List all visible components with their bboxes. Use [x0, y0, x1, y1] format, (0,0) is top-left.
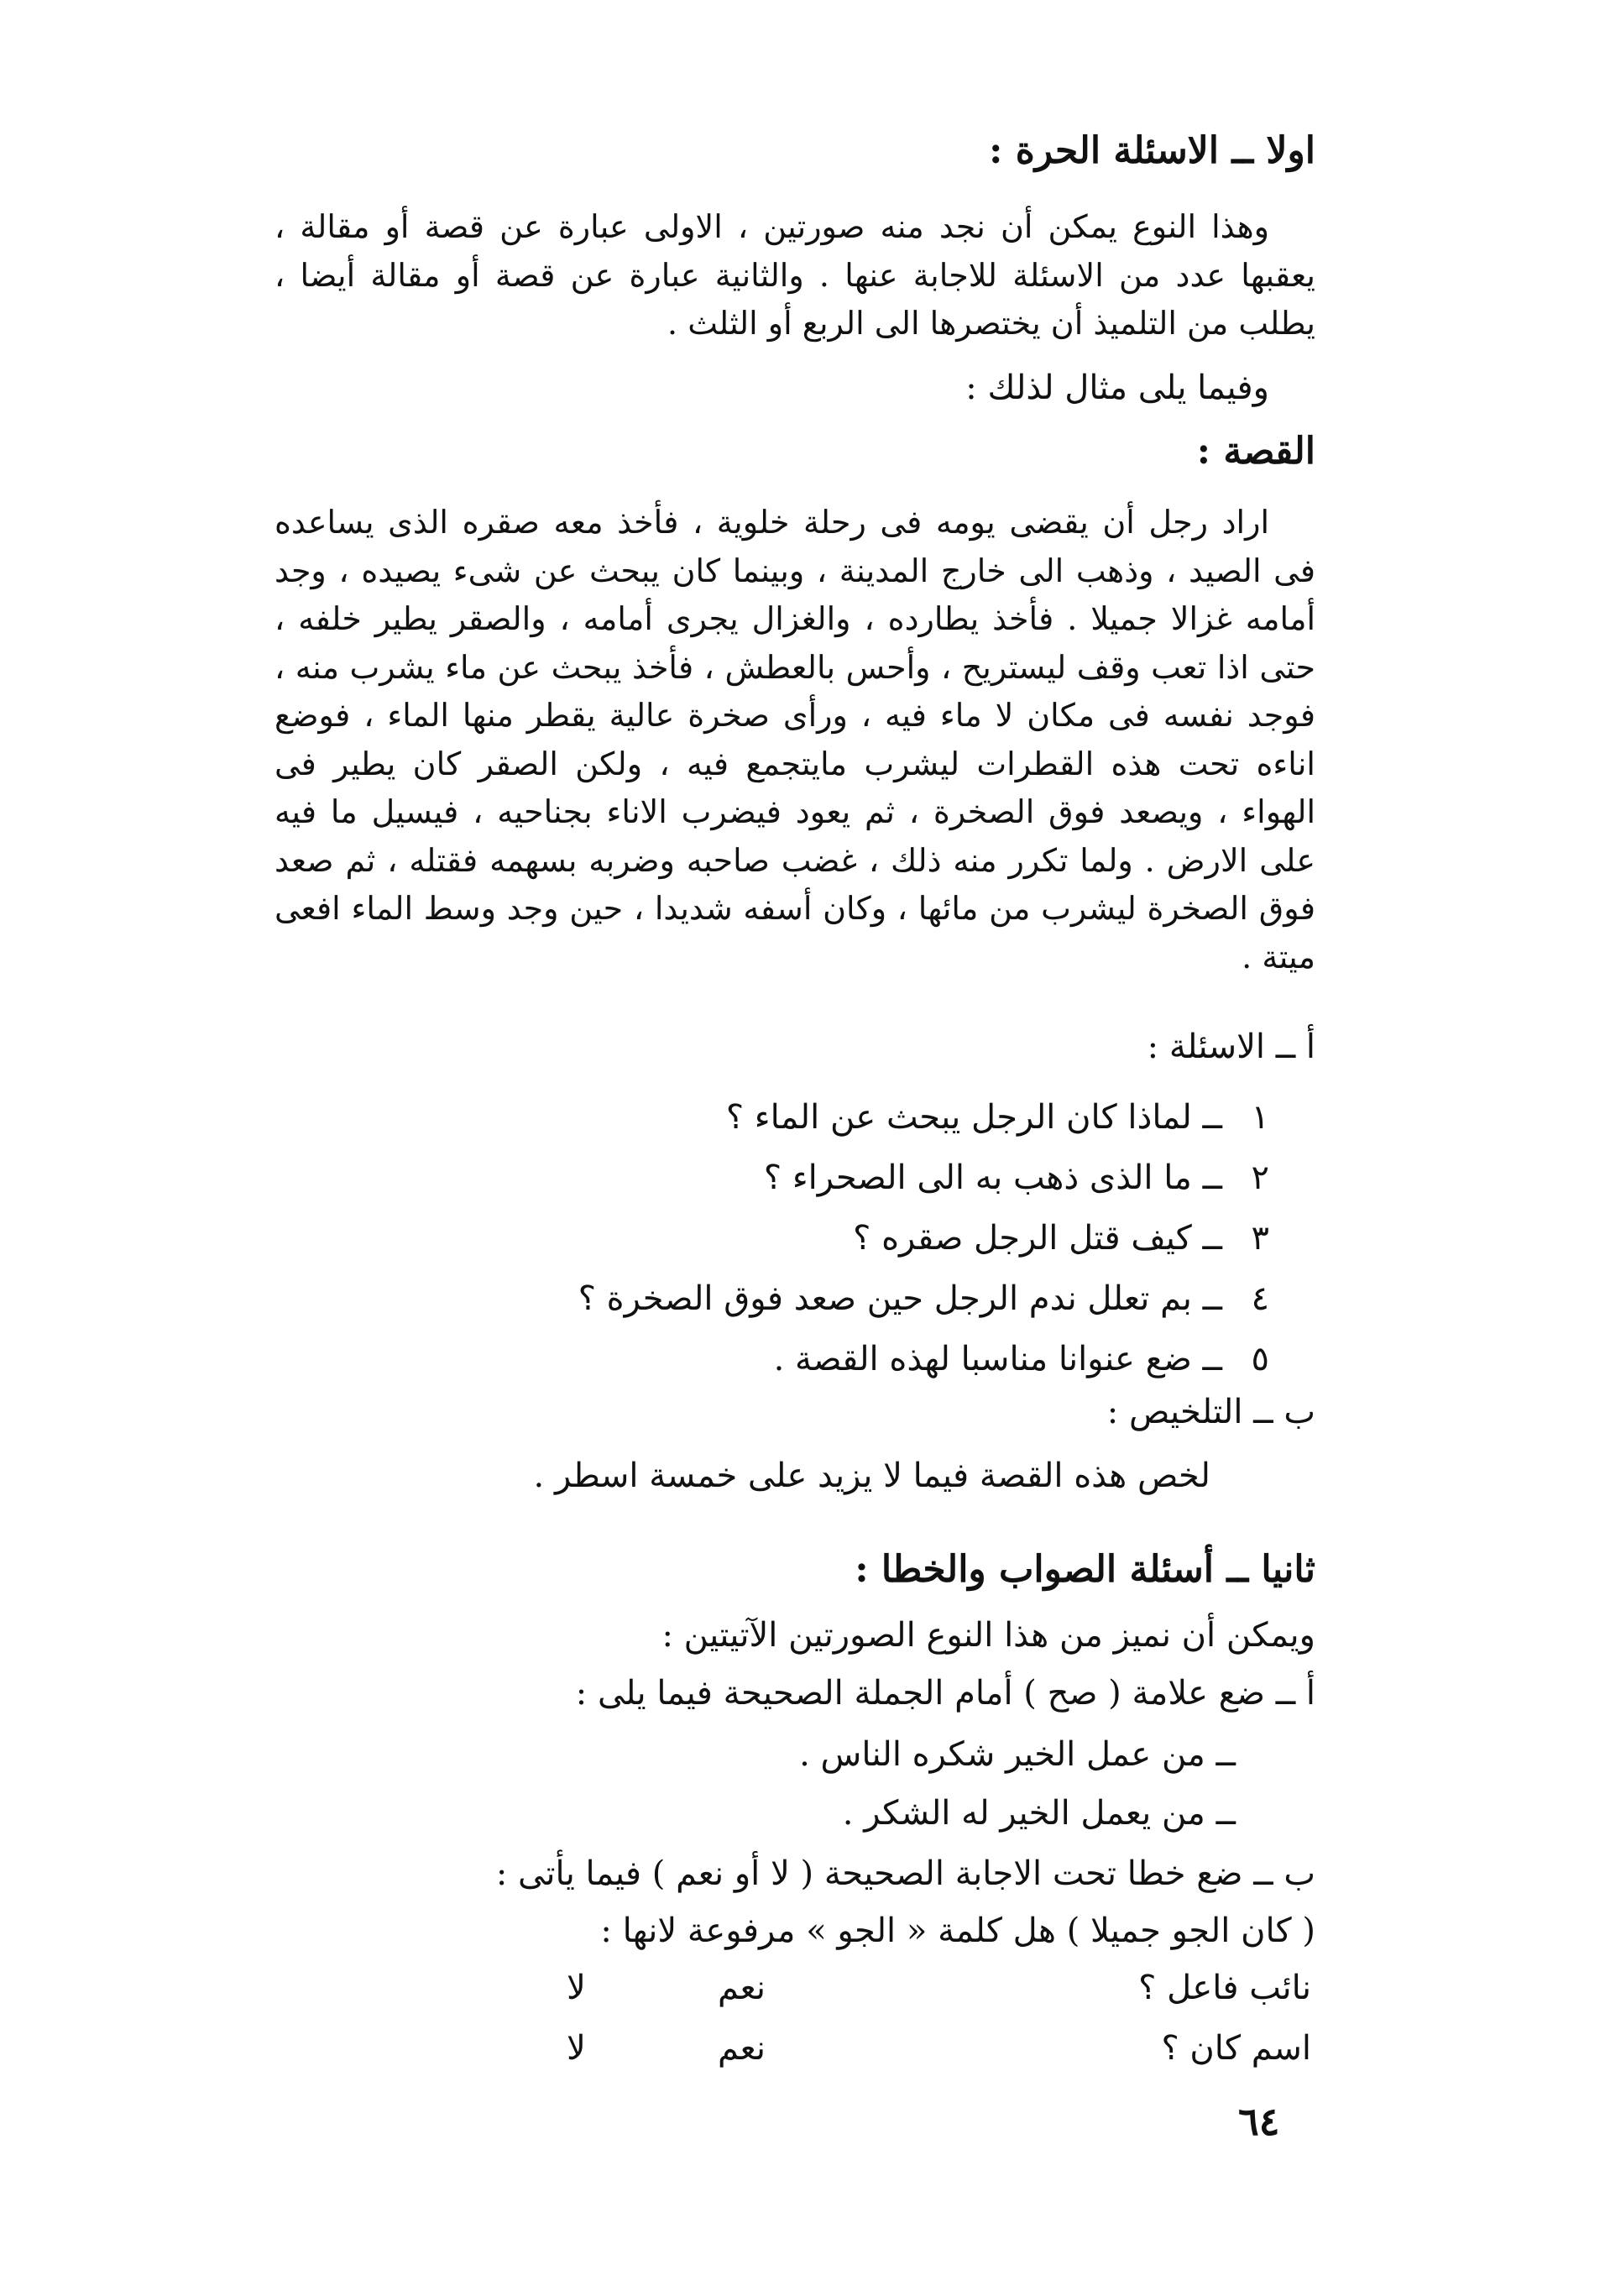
example-intro: وفيما يلى مثال لذلك : [965, 369, 1269, 407]
list-item [578, 1208, 1269, 1268]
page-number: ٦٤ [1238, 2099, 1280, 2144]
list-item [578, 1148, 1269, 1208]
section-free-questions-intro: وهذا النوع يمكن أن نجد منه صورتين ، الاولى عبارة عن قصة أو مقالة ، يعقبها عدد من الاسئلة للاجابة عنها . والثانية عبارة عن قصة أو مقالة أيضا ، يطلب من التلميذ أن يختصرها الى الربع أو الثلث . [274, 208, 1316, 342]
question-text: ــ بم تعلل ندم الرجل حين صعد فوق الصخرة ؟ [578, 1279, 1222, 1318]
section-free-questions-heading: اولا ــ الاسئلة الحرة : [989, 129, 1315, 172]
question-text: ــ ما الذى ذهب به الى الصحراء ؟ [763, 1158, 1222, 1197]
option-no: لا [567, 1969, 586, 2007]
option-label: نائب فاعل ؟ [1138, 1969, 1311, 2007]
part-b-example: ( كان الجو جميلا ) هل كلمة « الجو » مرفوعة لانها : [600, 1912, 1315, 1950]
question-number: ٢ [1251, 1158, 1269, 1197]
tf-sentence: ــ من يعمل الخير له الشكر . [842, 1794, 1236, 1833]
list-item [578, 1087, 1269, 1148]
option-yes: نعم [718, 1969, 766, 2007]
story-text: اراد رجل أن يقضى يومه فى رحلة خلوية ، فأخذ معه صقره الذى يساعده فى الصيد ، وذهب الى خارج المدينة ، وبينما كان يبحث عن شىء يصيده ، وجد أمامه غزالا جميلا . فأخذ يطارده ، والغزال يجرى أمامه ، والصقر يطير خلفه ، حتى اذا تعب وقف ليستريح ، وأحس بالعطش ، فأخذ يبحث عن ماء يشرب منه ، فوجد نفسه فى مكان لا ماء فيه ، ورأى صخرة عالية يقطر منها الماء ، فوضع اناءه تحت هذه القطرات ليشرب مايتجمع فيه ، ولكن الصقر كان يطير فى الهواء ، ويصعد فوق الصخرة ، ثم يعود فيضرب الاناء بجناحيه ، فيسيل ما فيه على الارض . ولما تكرر منه ذلك ، غضب صاحبه وضربه بسهمه فقتله ، ثم صعد فوق الصخرة ليشرب من مائها ، وكان أسفه شديدا ، حين وجد وسط الماء افعى ميتة . [274, 504, 1315, 975]
summary-heading: ب ــ التلخيص : [1106, 1393, 1315, 1431]
story-heading: القصة : [1196, 430, 1315, 473]
summary-instruction: لخص هذه القصة فيما لا يزيد على خمسة اسطر . [533, 1457, 1210, 1495]
option-no: لا [567, 2029, 586, 2068]
tf-sentence: ــ من عمل الخير شكره الناس . [799, 1735, 1236, 1774]
question-number: ١ [1251, 1098, 1269, 1137]
questions-list [578, 1087, 1269, 1389]
option-label: اسم كان ؟ [1161, 2029, 1311, 2068]
section-true-false-intro: ويمكن أن نميز من هذا النوع الصورتين الآتيتين : [661, 1616, 1315, 1655]
section-true-false-heading: ثانيا ــ أسئلة الصواب والخطا : [855, 1548, 1315, 1591]
question-text: ــ كيف قتل الرجل صقره ؟ [853, 1219, 1222, 1258]
questions-heading: أ ــ الاسئلة : [1147, 1028, 1315, 1066]
question-number: ٣ [1251, 1219, 1269, 1258]
list-item [578, 1329, 1269, 1389]
part-a-instruction: أ ــ ضع علامة ( صح ) أمام الجملة الصحيحة فيما يلى : [575, 1674, 1315, 1713]
question-text: ــ ضع عنوانا مناسبا لهذه القصة . [773, 1340, 1222, 1378]
question-text: ــ لماذا كان الرجل يبحث عن الماء ؟ [725, 1098, 1222, 1137]
question-number: ٥ [1251, 1340, 1269, 1378]
option-yes: نعم [718, 2029, 766, 2068]
question-number: ٤ [1251, 1279, 1269, 1318]
list-item [578, 1268, 1269, 1329]
part-b-instruction: ب ــ ضع خطا تحت الاجابة الصحيحة ( لا أو نعم ) فيما يأتى : [495, 1854, 1315, 1893]
